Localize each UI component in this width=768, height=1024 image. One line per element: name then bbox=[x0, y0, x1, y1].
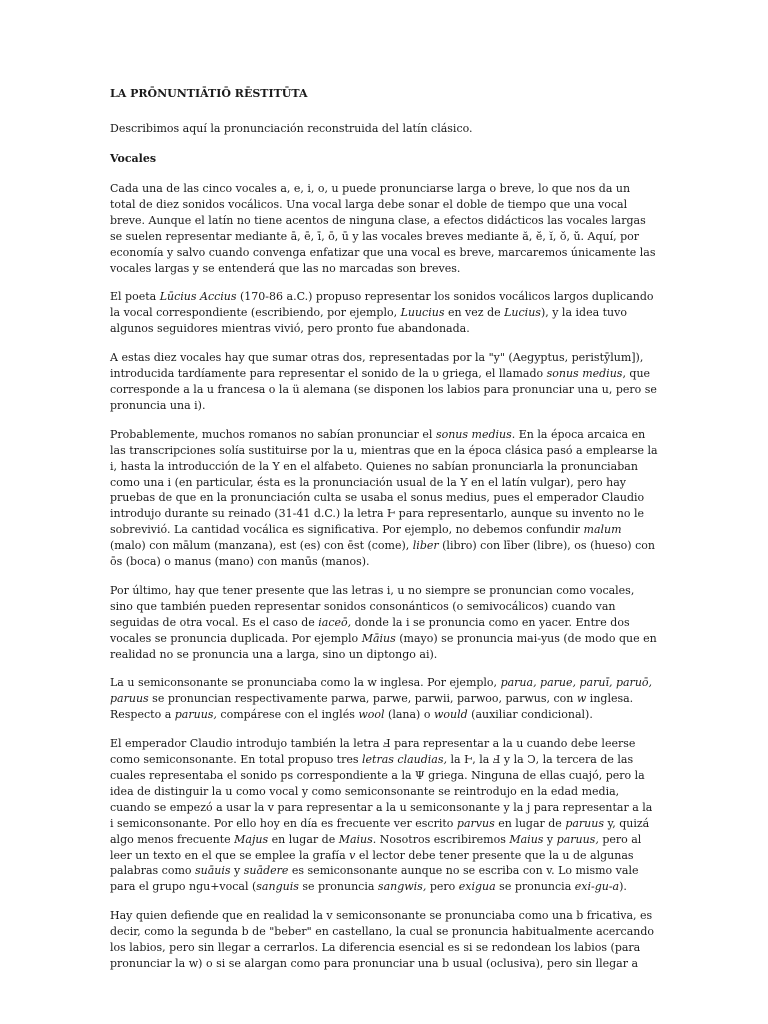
text-run: Probablemente, muchos romanos no sabían pronunciar el bbox=[110, 427, 436, 441]
text-run: (malo) con mālum (manzana), est (es) con ēst (come), bbox=[110, 539, 413, 553]
document-title: LA PRŌNUNTIĀTIŌ RĒSTITŪTA bbox=[110, 87, 308, 100]
text-run: (mayo) se pronuncia mai-yus (de modo que en realidad no se pronuncia una a larga, sino un diptongo ai). bbox=[110, 631, 657, 661]
text-run: ). bbox=[619, 880, 627, 894]
italic-text: would bbox=[433, 708, 468, 722]
text-run: se pronuncian respectivamente parwa, parwe, parwii, parwoo, parwus, con bbox=[148, 692, 577, 706]
paragraph bbox=[110, 675, 658, 723]
italic-text: sangwis, bbox=[377, 880, 427, 894]
text-run: pero bbox=[426, 880, 459, 894]
text-run: en vez de bbox=[444, 306, 505, 320]
paragraph bbox=[110, 427, 658, 570]
text-run: la Ⱶ, la Ⅎ y la Ↄ, la tercera de las cuales representaba el sonido ps correspondiente a la Ψ griega. Ninguna de ellas cuajó, pero la idea de distinguir la u como vocal y como semiconsonante se reintrodujo en la edad media, cuando se empezó a usar la v para representar a la u semiconsonante y la j para representar a la i semiconsonante. Por ello hoy en día es frecuente ver escrito bbox=[110, 753, 653, 830]
italic-text: exigua bbox=[458, 880, 496, 894]
italic-text: paruus, bbox=[174, 708, 217, 722]
text-run: Por último, hay que tener presente que las letras i, u no siempre se pronuncian como vocales, sino que también pueden representar sonidos consonánticos (o semivocálicos) cuando van seguidas de otra vocal. Es el caso de bbox=[110, 583, 635, 629]
italic-text: Māius bbox=[361, 631, 396, 645]
italic-text: paruus bbox=[565, 816, 604, 830]
text-run: Nosotros escribiremos bbox=[376, 832, 510, 846]
text-run: El poeta bbox=[110, 290, 160, 304]
text-run: y bbox=[543, 832, 557, 846]
italic-text: parua, parue, paruī, paruō, paruus bbox=[110, 676, 653, 706]
text-run: es semiconsonante aunque no se escriba con v. Lo mismo vale para el grupo ngu+vocal ( bbox=[110, 864, 639, 894]
text-run: (lana) o bbox=[384, 708, 434, 722]
text-run: , que corresponde a la u francesa o la ü alemana (se disponen los labios para pronunciar una u, pero se pronuncia una i). bbox=[110, 367, 657, 412]
italic-text: letras claudias, bbox=[362, 753, 448, 767]
italic-text: Majus bbox=[234, 832, 269, 846]
italic-text: paruus, bbox=[556, 832, 599, 846]
italic-text: liber bbox=[412, 539, 439, 553]
italic-text: Lūcius Accius bbox=[159, 290, 237, 304]
text-run: donde la i se pronuncia como en yacer. Entre dos vocales se pronuncia duplicada. Por ejemplo bbox=[110, 615, 630, 645]
text-run: y bbox=[230, 864, 244, 878]
paragraph bbox=[110, 736, 658, 895]
intro-text: Describimos aquí la pronunciación reconstruida del latín clásico. bbox=[110, 122, 473, 135]
text-run: se pronuncia bbox=[298, 880, 378, 894]
text-run: pero al leer un texto en el que se emplee la grafía bbox=[110, 832, 642, 862]
italic-text: wool bbox=[358, 708, 385, 722]
paragraph bbox=[110, 908, 658, 972]
text-run: La u semiconsonante se pronunciaba como la w inglesa. Por ejemplo, bbox=[110, 676, 501, 690]
paragraph bbox=[110, 289, 658, 337]
italic-text: exi-gu-a bbox=[574, 880, 620, 894]
text-run: inglesa. Respecto a bbox=[110, 692, 634, 722]
paragraph bbox=[110, 181, 658, 276]
paragraph bbox=[110, 350, 658, 414]
text-run: en lugar de bbox=[494, 816, 566, 830]
italic-text: sanguis bbox=[256, 880, 299, 894]
text-run: compárese con el inglés bbox=[216, 708, 359, 722]
paragraph bbox=[110, 583, 658, 663]
italic-text: v bbox=[349, 848, 356, 862]
text-run: (libro) con līber (libre), os (hueso) con ōs (boca) o manus (mano) con manūs (manos). bbox=[110, 539, 655, 569]
section-heading: Vocales bbox=[110, 152, 157, 165]
text-run: en lugar de bbox=[268, 832, 339, 846]
text-run: ), y la idea tuvo algunos seguidores mientras vivió, pero pronto fue abandonada. bbox=[110, 306, 627, 336]
text-run: El emperador Claudio introdujo también la letra Ⅎ para representar a la u cuando debe leerse como semiconsonante. En total propuso tres bbox=[110, 737, 636, 767]
text-run: (auxiliar condicional). bbox=[467, 708, 593, 722]
text-run: En la época arcaica en las transcripciones solía sustituirse por la u, mientras que en la época clásica pasó a emplearse la i, hasta la introducción de la Y en el alfabeto. Quienes no sabían pronunciarla la pronunciaban como una i (en particular, ésta es la pronunciación usual de la Y en el latín vulgar), pero hay pruebas de que en la pronunciación culta se usaba el sonus medius, pues el emperador Claudio introdujo durante su reinado (31-41 d.C.) la letra Ⱶ para representarlo, aunque su invento no le sobrevivió. La cantidad vocálica es significativa. Por ejemplo, no debemos confundir bbox=[110, 427, 658, 537]
italic-text: sonus medius bbox=[546, 367, 623, 381]
text-run: A estas diez vocales hay que sumar otras dos, representadas por la "y" (Aegyptus, peristȳlum]), introducida tardíamente para representar el sonido de la υ griega, el llamado bbox=[110, 351, 644, 381]
italic-text: Maius. bbox=[338, 832, 377, 846]
text-run: Hay quien defiende que en realidad la v semiconsonante se pronunciaba como una b fricativa, es decir, como la segunda b de "beber" en castellano, la cual se pronuncia habitualmente acercando los labios, pero sin llegar a cerrarlos. La diferencia esencial es si se redondean los labios (para pronunciar la w) o si se alargan como para pronunciar una b usual (oclusiva), pero sin llegar a bbox=[110, 909, 655, 970]
italic-text: iaceō, bbox=[318, 615, 352, 629]
italic-text: Luucius bbox=[400, 306, 445, 320]
text-run: (170-86 a.C.) propuso representar los sonidos vocálicos largos duplicando la vocal correspondiente (escribiendo, por ejemplo, bbox=[110, 290, 654, 320]
text-run: se pronuncia bbox=[495, 880, 575, 894]
italic-text: parvus bbox=[456, 816, 495, 830]
text-run: el lector debe tener presente que la u de algunas palabras como bbox=[110, 848, 634, 878]
italic-text: suāuis bbox=[195, 864, 231, 878]
text-run: Cada una de las cinco vocales a, e, i, o, u puede pronunciarse larga o breve, lo que nos da un total de diez sonidos vocálicos. Una vocal larga debe sonar el doble de tiempo que una vocal breve. Aunque el latín no tiene acentos de ninguna clase, a efectos didácticos las vocales largas se suelen representar mediante ā, ē, ī, ō, ū y las vocales breves mediante ă, ĕ, ĭ, ŏ, ŭ. Aquí, por economía y salvo cuando convenga enfatizar que una vocal es breve, marcaremos únicamente las vocales largas y se entenderá que las no marcadas son breves. bbox=[110, 182, 656, 275]
italic-text: Lucius bbox=[504, 306, 541, 320]
italic-text: sonus medius. bbox=[435, 427, 516, 441]
italic-text: Maius bbox=[509, 832, 544, 846]
italic-text: w bbox=[576, 692, 587, 706]
italic-text: suādere bbox=[243, 864, 289, 878]
text-run: y, quizá algo menos frecuente bbox=[110, 816, 650, 846]
body-paragraphs bbox=[110, 181, 658, 972]
italic-text: malum bbox=[583, 523, 622, 537]
